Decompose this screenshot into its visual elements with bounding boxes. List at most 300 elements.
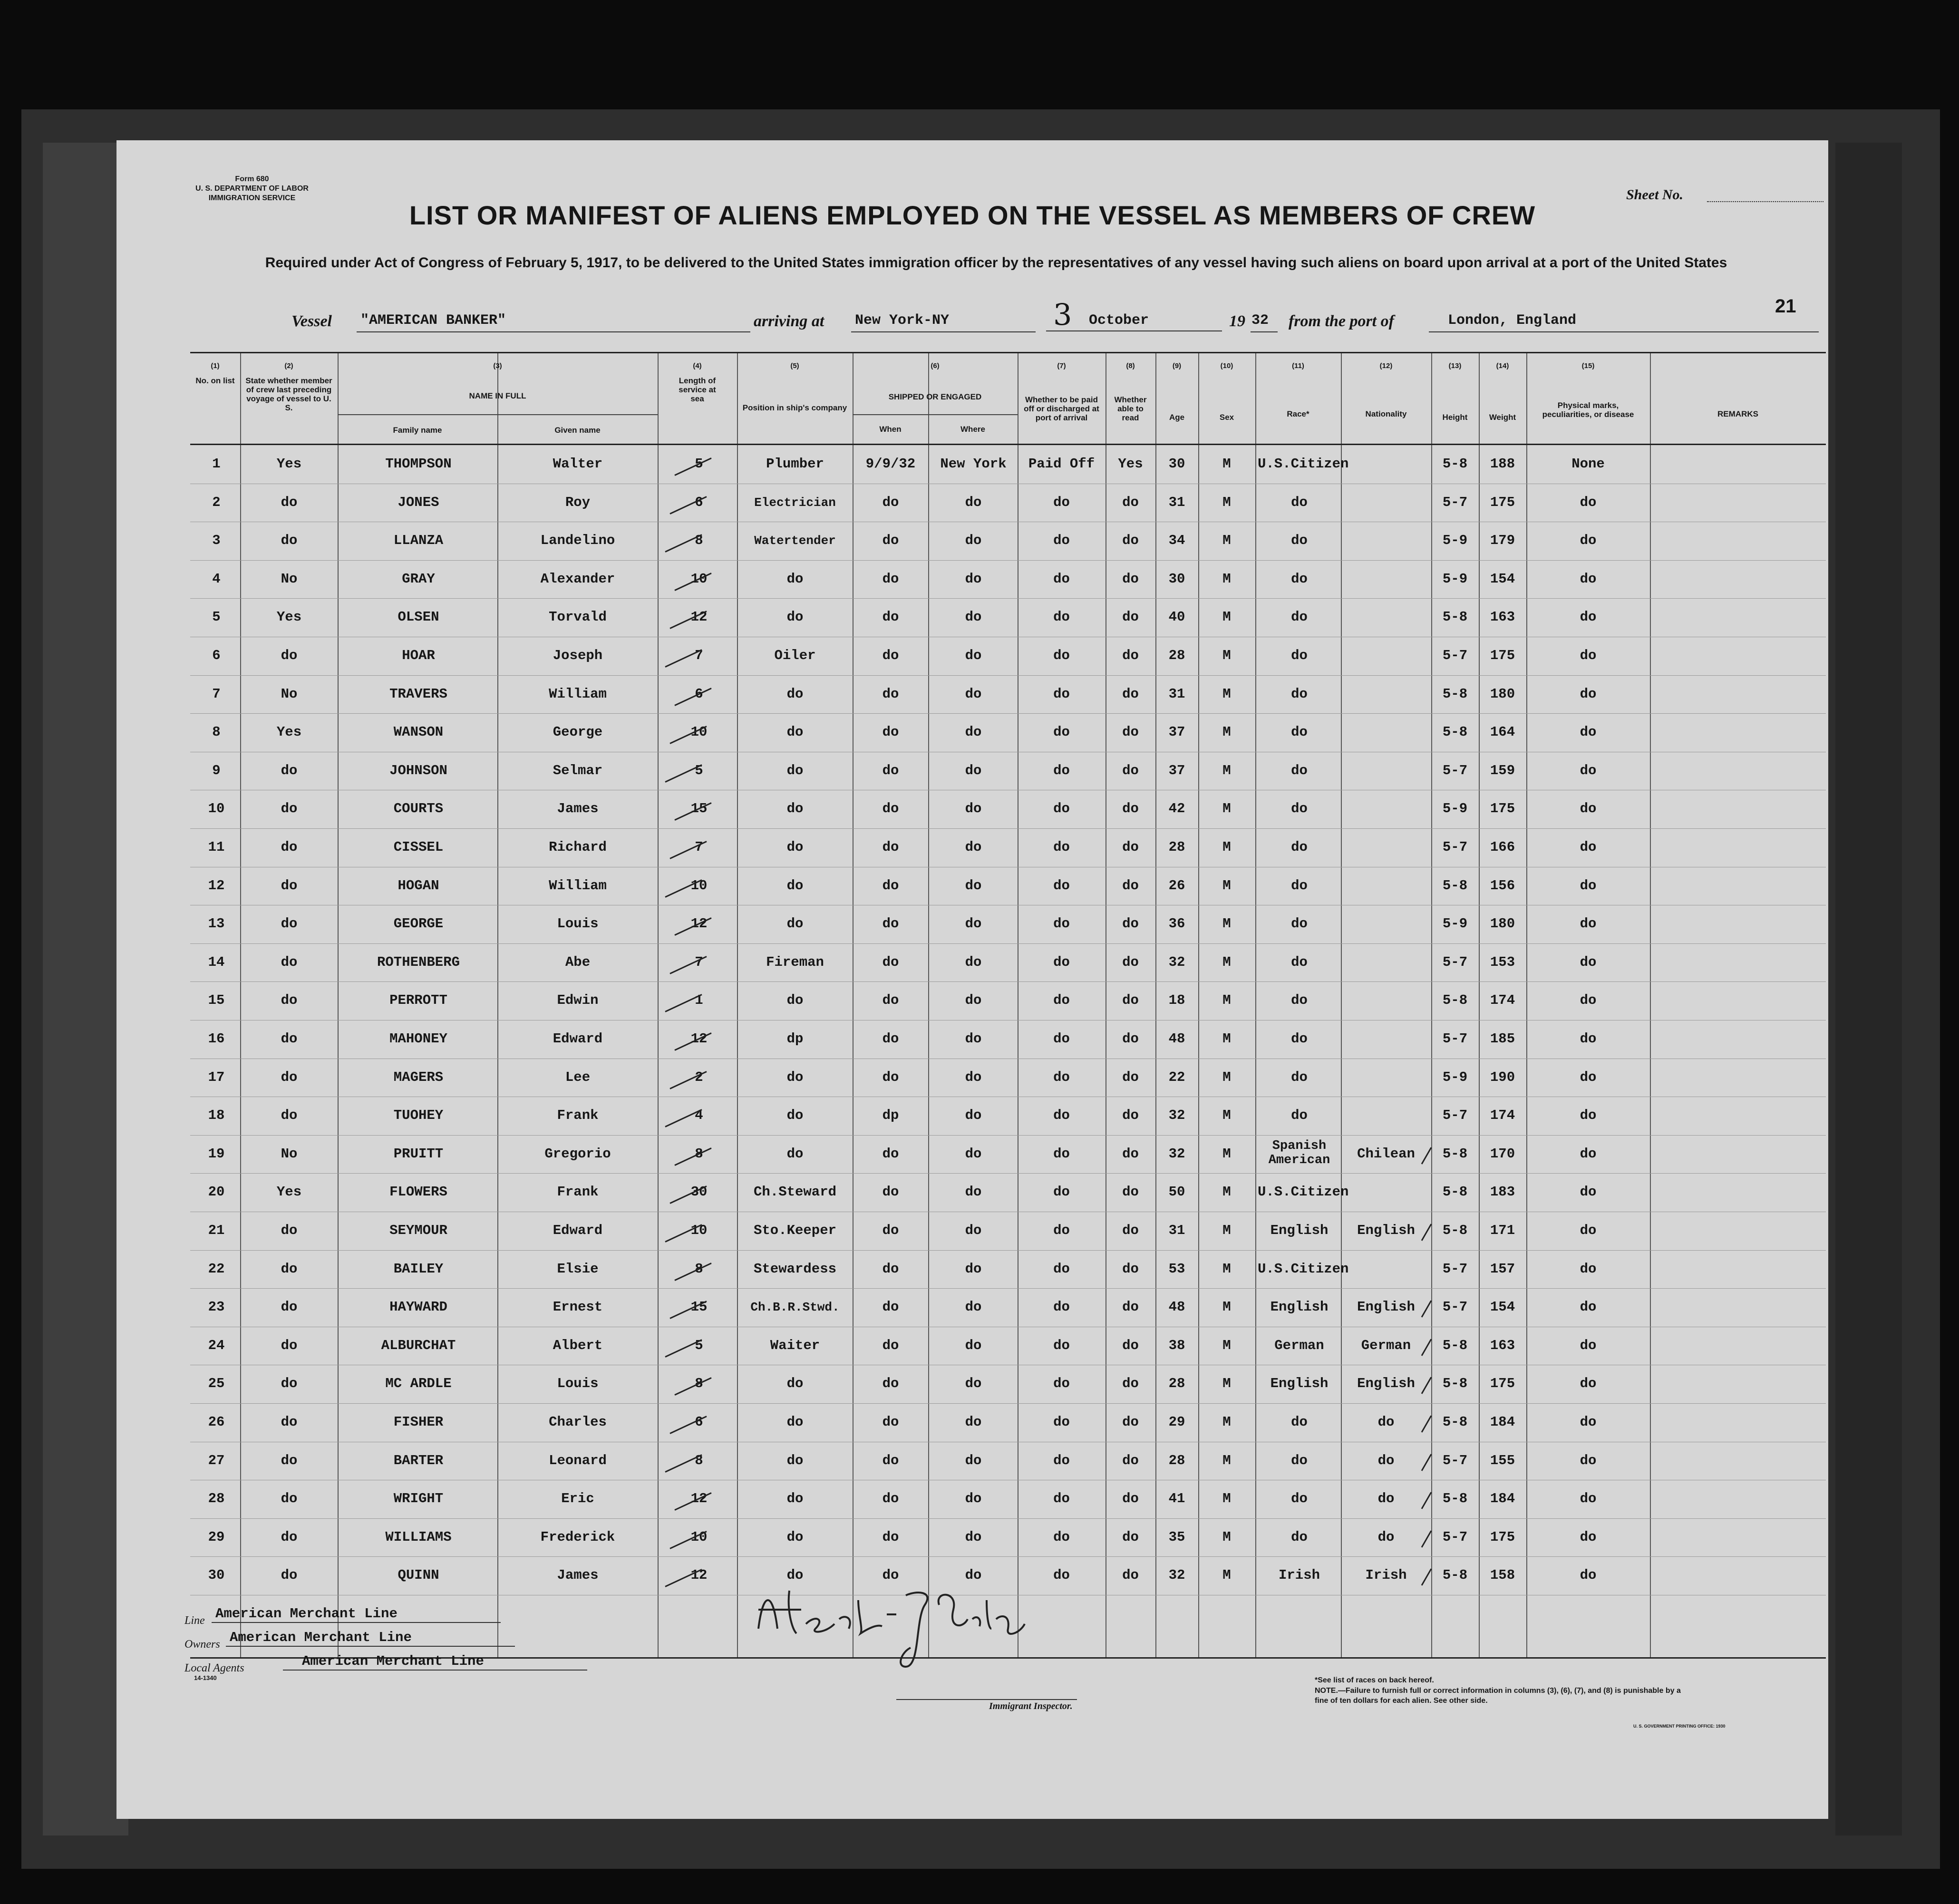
age-cell: 31 [1168,494,1185,510]
shipped-where-cell: do [965,1452,982,1468]
vessel-label: Vessel [291,312,332,330]
height-cell: 5-8 [1442,1223,1468,1238]
right-binder-strip [1835,143,1902,1836]
nationality-cell: Chilean [1357,1146,1415,1162]
physical-marks-cell: do [1580,571,1597,587]
family-name-cell: COURTS [393,801,444,817]
shipped-where-cell: do [965,1376,982,1392]
paid-off-cell: do [1053,1261,1070,1277]
length-of-service-cell: 10 [690,1529,708,1545]
position-cell: do [786,571,804,587]
physical-marks-cell: do [1580,839,1597,855]
shipped-when-cell: do [882,571,899,587]
row-number-cell: 22 [208,1261,225,1277]
shipped-where-cell: do [965,571,982,587]
shipped-when-cell: do [882,494,899,510]
column-number: (2) [284,362,293,370]
given-name-cell: Lee [565,1069,591,1085]
given-name-cell: Edwin [557,992,599,1009]
length-of-service-cell: 30 [690,1184,708,1200]
height-cell: 5-8 [1442,1337,1468,1353]
binder-strip [43,143,128,1836]
race-cell: do [1291,1107,1308,1124]
age-cell: 28 [1168,1452,1185,1468]
able-to-read-cell: Yes [1118,456,1143,472]
shipped-where-cell: do [965,916,982,932]
line-value: American Merchant Line [212,1606,501,1623]
sex-cell: M [1222,1414,1231,1430]
position-cell: do [786,1146,804,1162]
height-cell: 5-7 [1442,839,1468,855]
arrival-day: 3 [1053,297,1072,332]
given-name-cell: Alexander [540,571,615,587]
position-cell: do [786,1414,804,1430]
printer-imprint: U. S. GOVERNMENT PRINTING OFFICE: 1930 [1633,1724,1726,1729]
family-name-cell: WRIGHT [393,1491,444,1507]
age-cell: 28 [1168,1376,1185,1392]
given-name-cell: Walter [553,456,603,472]
paid-off-cell: do [1053,992,1070,1009]
col-divider [338,353,339,1657]
physical-marks-cell: do [1580,1184,1597,1200]
page-number: 21 [1775,296,1796,317]
sex-cell: M [1222,954,1231,970]
physical-marks-cell: do [1580,609,1597,625]
family-name-cell: BAILEY [393,1261,444,1277]
height-cell: 5-7 [1442,1107,1468,1124]
length-of-service-cell: 15 [690,1299,708,1315]
sex-cell: M [1222,1452,1231,1468]
weight-cell: 170 [1490,1146,1515,1162]
given-name-cell: James [557,1567,599,1583]
sex-cell: M [1222,1261,1231,1277]
race-cell: do [1291,801,1308,817]
given-name-cell: Selmar [553,762,603,778]
prior-voyage-cell: do [281,877,298,894]
shipped-where-cell: do [965,1069,982,1085]
given-name-cell: Edward [553,1223,603,1238]
family-name-cell: WANSON [393,724,444,740]
height-cell: 5-7 [1442,648,1468,663]
family-name-cell: GRAY [402,571,435,587]
physical-marks-cell: do [1580,494,1597,510]
sex-cell: M [1222,648,1231,663]
family-name-cell: GEORGE [393,916,444,932]
able-to-read-cell: do [1122,1376,1139,1392]
paid-off-cell: do [1053,1337,1070,1353]
row-number-cell: 5 [212,609,221,625]
physical-marks-cell: do [1580,1299,1597,1315]
shipped-when-cell: do [882,686,899,702]
height-cell: 5-8 [1442,1146,1468,1162]
age-cell: 37 [1168,724,1185,740]
weight-cell: 163 [1490,1337,1515,1353]
sex-cell: M [1222,609,1231,625]
shipped-where-cell: do [965,1031,982,1047]
sex-cell: M [1222,1146,1231,1162]
prior-voyage-cell: do [281,839,298,855]
column-number: (3) [493,362,502,370]
race-note: *See list of races on back hereof. [1315,1676,1434,1684]
weight-cell: 171 [1490,1223,1515,1238]
length-of-service-cell: 12 [690,1567,708,1583]
weight-cell: 179 [1490,533,1515,549]
physical-marks-cell: do [1580,1529,1597,1545]
height-cell: 5-7 [1442,954,1468,970]
age-cell: 42 [1168,801,1185,817]
shipped-where-cell: do [965,762,982,778]
manifest-sheet [116,140,1828,1819]
position-cell: do [786,1107,804,1124]
row-number-cell: 7 [212,686,221,702]
paid-off-cell: do [1053,1184,1070,1200]
family-name-cell: ROTHENBERG [377,954,460,970]
height-cell: 5-8 [1442,724,1468,740]
prior-voyage-cell: do [281,648,298,663]
sex-cell: M [1222,686,1231,702]
given-name-cell: Eric [561,1491,594,1507]
age-cell: 36 [1168,916,1185,932]
paid-off-cell: do [1053,494,1070,510]
weight-cell: 180 [1490,916,1515,932]
able-to-read-cell: do [1122,571,1139,587]
length-of-service-cell: 6 [695,686,703,702]
family-name-cell: CISSEL [393,839,444,855]
physical-marks-cell: do [1580,877,1597,894]
sex-cell: M [1222,801,1231,817]
length-of-service-cell: 7 [695,954,703,970]
column-number: (7) [1057,362,1066,370]
shipped-where-cell: do [965,724,982,740]
family-name-cell: SEYMOUR [389,1223,447,1238]
length-of-service-cell: 12 [690,1491,708,1507]
shipped-where-cell: do [965,992,982,1009]
sex-cell: M [1222,762,1231,778]
length-of-service-cell: 10 [690,877,708,894]
page-subtitle: Required under Act of Congress of February 5, 1917, to be delivered to the United States immigration officer by the representatives of any vessel having such aliens on board upon arrival at a port of the United States [265,255,1727,271]
physical-marks-cell: do [1580,762,1597,778]
length-of-service-cell: 5 [695,1337,703,1353]
length-of-service-cell: 8 [695,1376,703,1392]
race-cell: do [1291,916,1308,932]
column-number: (12) [1379,362,1393,370]
length-of-service-cell: 12 [690,609,708,625]
shipped-when-cell: do [882,1414,899,1430]
physical-marks-cell: do [1580,724,1597,740]
given-name-cell: Frederick [540,1529,615,1545]
physical-marks-cell: do [1580,1491,1597,1507]
weight-cell: 175 [1490,1376,1515,1392]
prior-voyage-cell: do [281,1529,298,1545]
height-cell: 5-8 [1442,1567,1468,1583]
family-name-cell: THOMPSON [385,456,452,472]
nationality-cell: do [1377,1529,1395,1545]
paid-off-cell: do [1053,1146,1070,1162]
given-name-cell: Leonard [549,1452,607,1468]
header-able-read: Whether able to read [1114,395,1147,422]
column-number: (1) [211,362,220,370]
age-cell: 22 [1168,1069,1185,1085]
row-number-cell: 4 [212,571,221,587]
header-paid-off: Whether to be paid off or discharged at port of arrival [1024,395,1099,422]
age-cell: 28 [1168,839,1185,855]
row-number-cell: 26 [208,1414,225,1430]
row-number-cell: 9 [212,762,221,778]
row-rule [190,598,1826,599]
weight-cell: 154 [1490,1299,1515,1315]
paid-off-cell: do [1053,1491,1070,1507]
shipped-where-cell: do [965,1184,982,1200]
able-to-read-cell: do [1122,724,1139,740]
sex-cell: M [1222,1031,1231,1047]
paid-off-cell: do [1053,533,1070,549]
weight-cell: 174 [1490,1107,1515,1124]
able-to-read-cell: do [1122,1261,1139,1277]
family-name-cell: PERROTT [389,992,447,1009]
sex-cell: M [1222,877,1231,894]
column-number: (9) [1172,362,1182,370]
shipped-when-cell: do [882,1146,899,1162]
family-name-cell: ALBURCHAT [381,1337,456,1353]
length-of-service-cell: 8 [695,1452,703,1468]
physical-marks-cell: do [1580,1337,1597,1353]
column-number: (6) [931,362,940,370]
length-of-service-cell: 1 [695,992,703,1009]
vessel-name: "AMERICAN BANKER" [357,312,750,332]
age-cell: 18 [1168,992,1185,1009]
position-cell: do [786,992,804,1009]
shipped-when-cell: do [882,954,899,970]
prior-voyage-cell: do [281,1261,298,1277]
shipped-when-cell: 9/9/32 [865,456,916,472]
weight-cell: 174 [1490,992,1515,1009]
weight-cell: 164 [1490,724,1515,740]
row-number-cell: 18 [208,1107,225,1124]
nationality-cell: do [1377,1491,1395,1507]
able-to-read-cell: do [1122,1184,1139,1200]
row-number-cell: 16 [208,1031,225,1047]
given-name-cell: Edward [553,1031,603,1047]
row-rule [190,981,1826,982]
form-code: 14-1340 [194,1674,217,1681]
row-number-cell: 10 [208,801,225,817]
row-number-cell: 14 [208,954,225,970]
position-cell: Stewardess [753,1261,837,1277]
position-cell: do [786,916,804,932]
col-divider [1255,353,1256,1657]
row-number-cell: 29 [208,1529,225,1545]
prior-voyage-cell: Yes [276,609,302,625]
physical-marks-cell: do [1580,648,1597,663]
age-cell: 53 [1168,1261,1185,1277]
header-prior-voyage: State whether member of crew last preceding voyage of vessel to U. S. [245,376,332,412]
given-name-cell: Richard [549,839,607,855]
position-cell: Ch.Steward [753,1184,837,1200]
nationality-cell: English [1357,1376,1415,1392]
family-name-cell: JONES [398,494,439,510]
race-cell: do [1291,533,1308,549]
paid-off-cell: do [1053,571,1070,587]
owners-value: American Merchant Line [226,1630,515,1647]
family-name-cell: HOAR [402,648,435,663]
paid-off-cell: do [1053,1529,1070,1545]
physical-marks-cell: do [1580,1452,1597,1468]
shipped-where-cell: do [965,1261,982,1277]
race-cell: do [1291,724,1308,740]
able-to-read-cell: do [1122,1146,1139,1162]
row-rule [190,1403,1826,1404]
age-cell: 48 [1168,1031,1185,1047]
paid-off-cell: do [1053,1376,1070,1392]
shipped-when-cell: do [882,1337,899,1353]
position-cell: Fireman [766,954,824,970]
race-cell: do [1291,992,1308,1009]
age-cell: 50 [1168,1184,1185,1200]
given-name-cell: Albert [553,1337,603,1353]
given-name-cell: Roy [565,494,591,510]
height-cell: 5-8 [1442,1376,1468,1392]
race-cell: do [1291,494,1308,510]
header-weight: Weight [1489,413,1516,422]
header-remarks: REMARKS [1717,409,1758,418]
header-length-service: Length of service at sea [679,376,716,403]
paid-off-cell: do [1053,916,1070,932]
column-number: (11) [1292,362,1304,370]
given-name-cell: Gregorio [544,1146,611,1162]
able-to-read-cell: do [1122,1223,1139,1238]
age-cell: 31 [1168,686,1185,702]
shipped-where-cell: do [965,1107,982,1124]
inspector-label: Immigrant Inspector. [989,1701,1073,1711]
nationality-cell: English [1357,1223,1415,1238]
length-of-service-cell: 8 [695,1261,703,1277]
header-height: Height [1442,413,1468,422]
crew-table [190,352,1826,1659]
sex-cell: M [1222,571,1231,587]
race-cell: do [1291,954,1308,970]
race-cell: do [1291,686,1308,702]
family-name-cell: OLSEN [398,609,439,625]
header-physical-marks: Physical marks, peculiarities, or disease [1542,401,1634,419]
position-cell: Plumber [766,456,824,472]
line-label: Line [184,1614,205,1627]
height-cell: 5-9 [1442,533,1468,549]
given-name-cell: Torvald [549,609,607,625]
height-cell: 5-8 [1442,686,1468,702]
length-of-service-cell: 8 [695,533,703,549]
height-cell: 5-9 [1442,916,1468,932]
position-cell: do [786,609,804,625]
physical-marks-cell: do [1580,686,1597,702]
header-nationality: Nationality [1365,409,1407,418]
col-divider [1650,353,1651,1657]
family-name-cell: LLANZA [393,533,444,549]
position-cell: Oiler [774,648,816,663]
row-number-cell: 25 [208,1376,225,1392]
row-number-cell: 8 [212,724,221,740]
height-cell: 5-8 [1442,992,1468,1009]
race-cell: do [1291,1529,1308,1545]
position-cell: do [786,1376,804,1392]
race-cell: English [1270,1299,1329,1315]
prior-voyage-cell: No [281,1146,298,1162]
shipped-when-cell: do [882,801,899,817]
shipped-where-cell: do [965,1529,982,1545]
age-cell: 40 [1168,609,1185,625]
length-of-service-cell: 5 [695,762,703,778]
prior-voyage-cell: Yes [276,724,302,740]
sex-cell: M [1222,1376,1231,1392]
family-name-cell: FISHER [393,1414,444,1430]
family-name-cell: MAGERS [393,1069,444,1085]
prior-voyage-cell: No [281,686,298,702]
able-to-read-cell: do [1122,762,1139,778]
penalty-note: NOTE.—Failure to furnish full or correct information in columns (3), (6), (7), and (8) is punishable by a fine of ten dollars for each alien. See other side. [1315,1687,1681,1705]
position-cell: do [786,1529,804,1545]
col-divider [658,353,659,1657]
weight-cell: 183 [1490,1184,1515,1200]
prior-voyage-cell: Yes [276,456,302,472]
able-to-read-cell: do [1122,1491,1139,1507]
race-cell: do [1291,571,1308,587]
prior-voyage-cell: do [281,916,298,932]
weight-cell: 184 [1490,1414,1515,1430]
given-name-cell: Charles [549,1414,607,1430]
height-cell: 5-8 [1442,1491,1468,1507]
arrival-year: 32 [1251,312,1278,332]
given-name-cell: William [549,686,607,702]
weight-cell: 166 [1490,839,1515,855]
prior-voyage-cell: do [281,762,298,778]
age-cell: 48 [1168,1299,1185,1315]
sex-cell: M [1222,724,1231,740]
able-to-read-cell: do [1122,801,1139,817]
prior-voyage-cell: do [281,533,298,549]
prior-voyage-cell: Yes [276,1184,302,1200]
physical-marks-cell: do [1580,1031,1597,1047]
sex-cell: M [1222,533,1231,549]
prior-voyage-cell: do [281,494,298,510]
row-number-cell: 27 [208,1452,225,1468]
family-name-cell: TRAVERS [389,686,447,702]
nationality-cell: English [1357,1299,1415,1315]
sex-cell: M [1222,1223,1231,1238]
race-cell: do [1291,762,1308,778]
age-cell: 30 [1168,456,1185,472]
owners-label: Owners [184,1638,220,1651]
given-name-cell: Elsie [557,1261,599,1277]
column-number: (4) [693,362,702,370]
shipped-where-cell: do [965,609,982,625]
height-cell: 5-8 [1442,609,1468,625]
able-to-read-cell: do [1122,1069,1139,1085]
position-cell: do [786,1452,804,1468]
row-rule [190,828,1826,829]
position-cell: do [786,1491,804,1507]
col-divider [240,353,241,1657]
nationality-cell: do [1377,1414,1395,1430]
sheet-number-label: Sheet No. [1626,187,1683,203]
paid-off-cell: do [1053,1031,1070,1047]
physical-marks-cell: do [1580,916,1597,932]
row-rule [190,675,1826,676]
paid-off-cell: do [1053,609,1070,625]
height-cell: 5-9 [1442,1069,1468,1085]
family-name-cell: PRUITT [393,1146,444,1162]
height-cell: 5-8 [1442,1414,1468,1430]
departure-port: London, England [1429,312,1819,332]
row-number-cell: 21 [208,1223,225,1238]
